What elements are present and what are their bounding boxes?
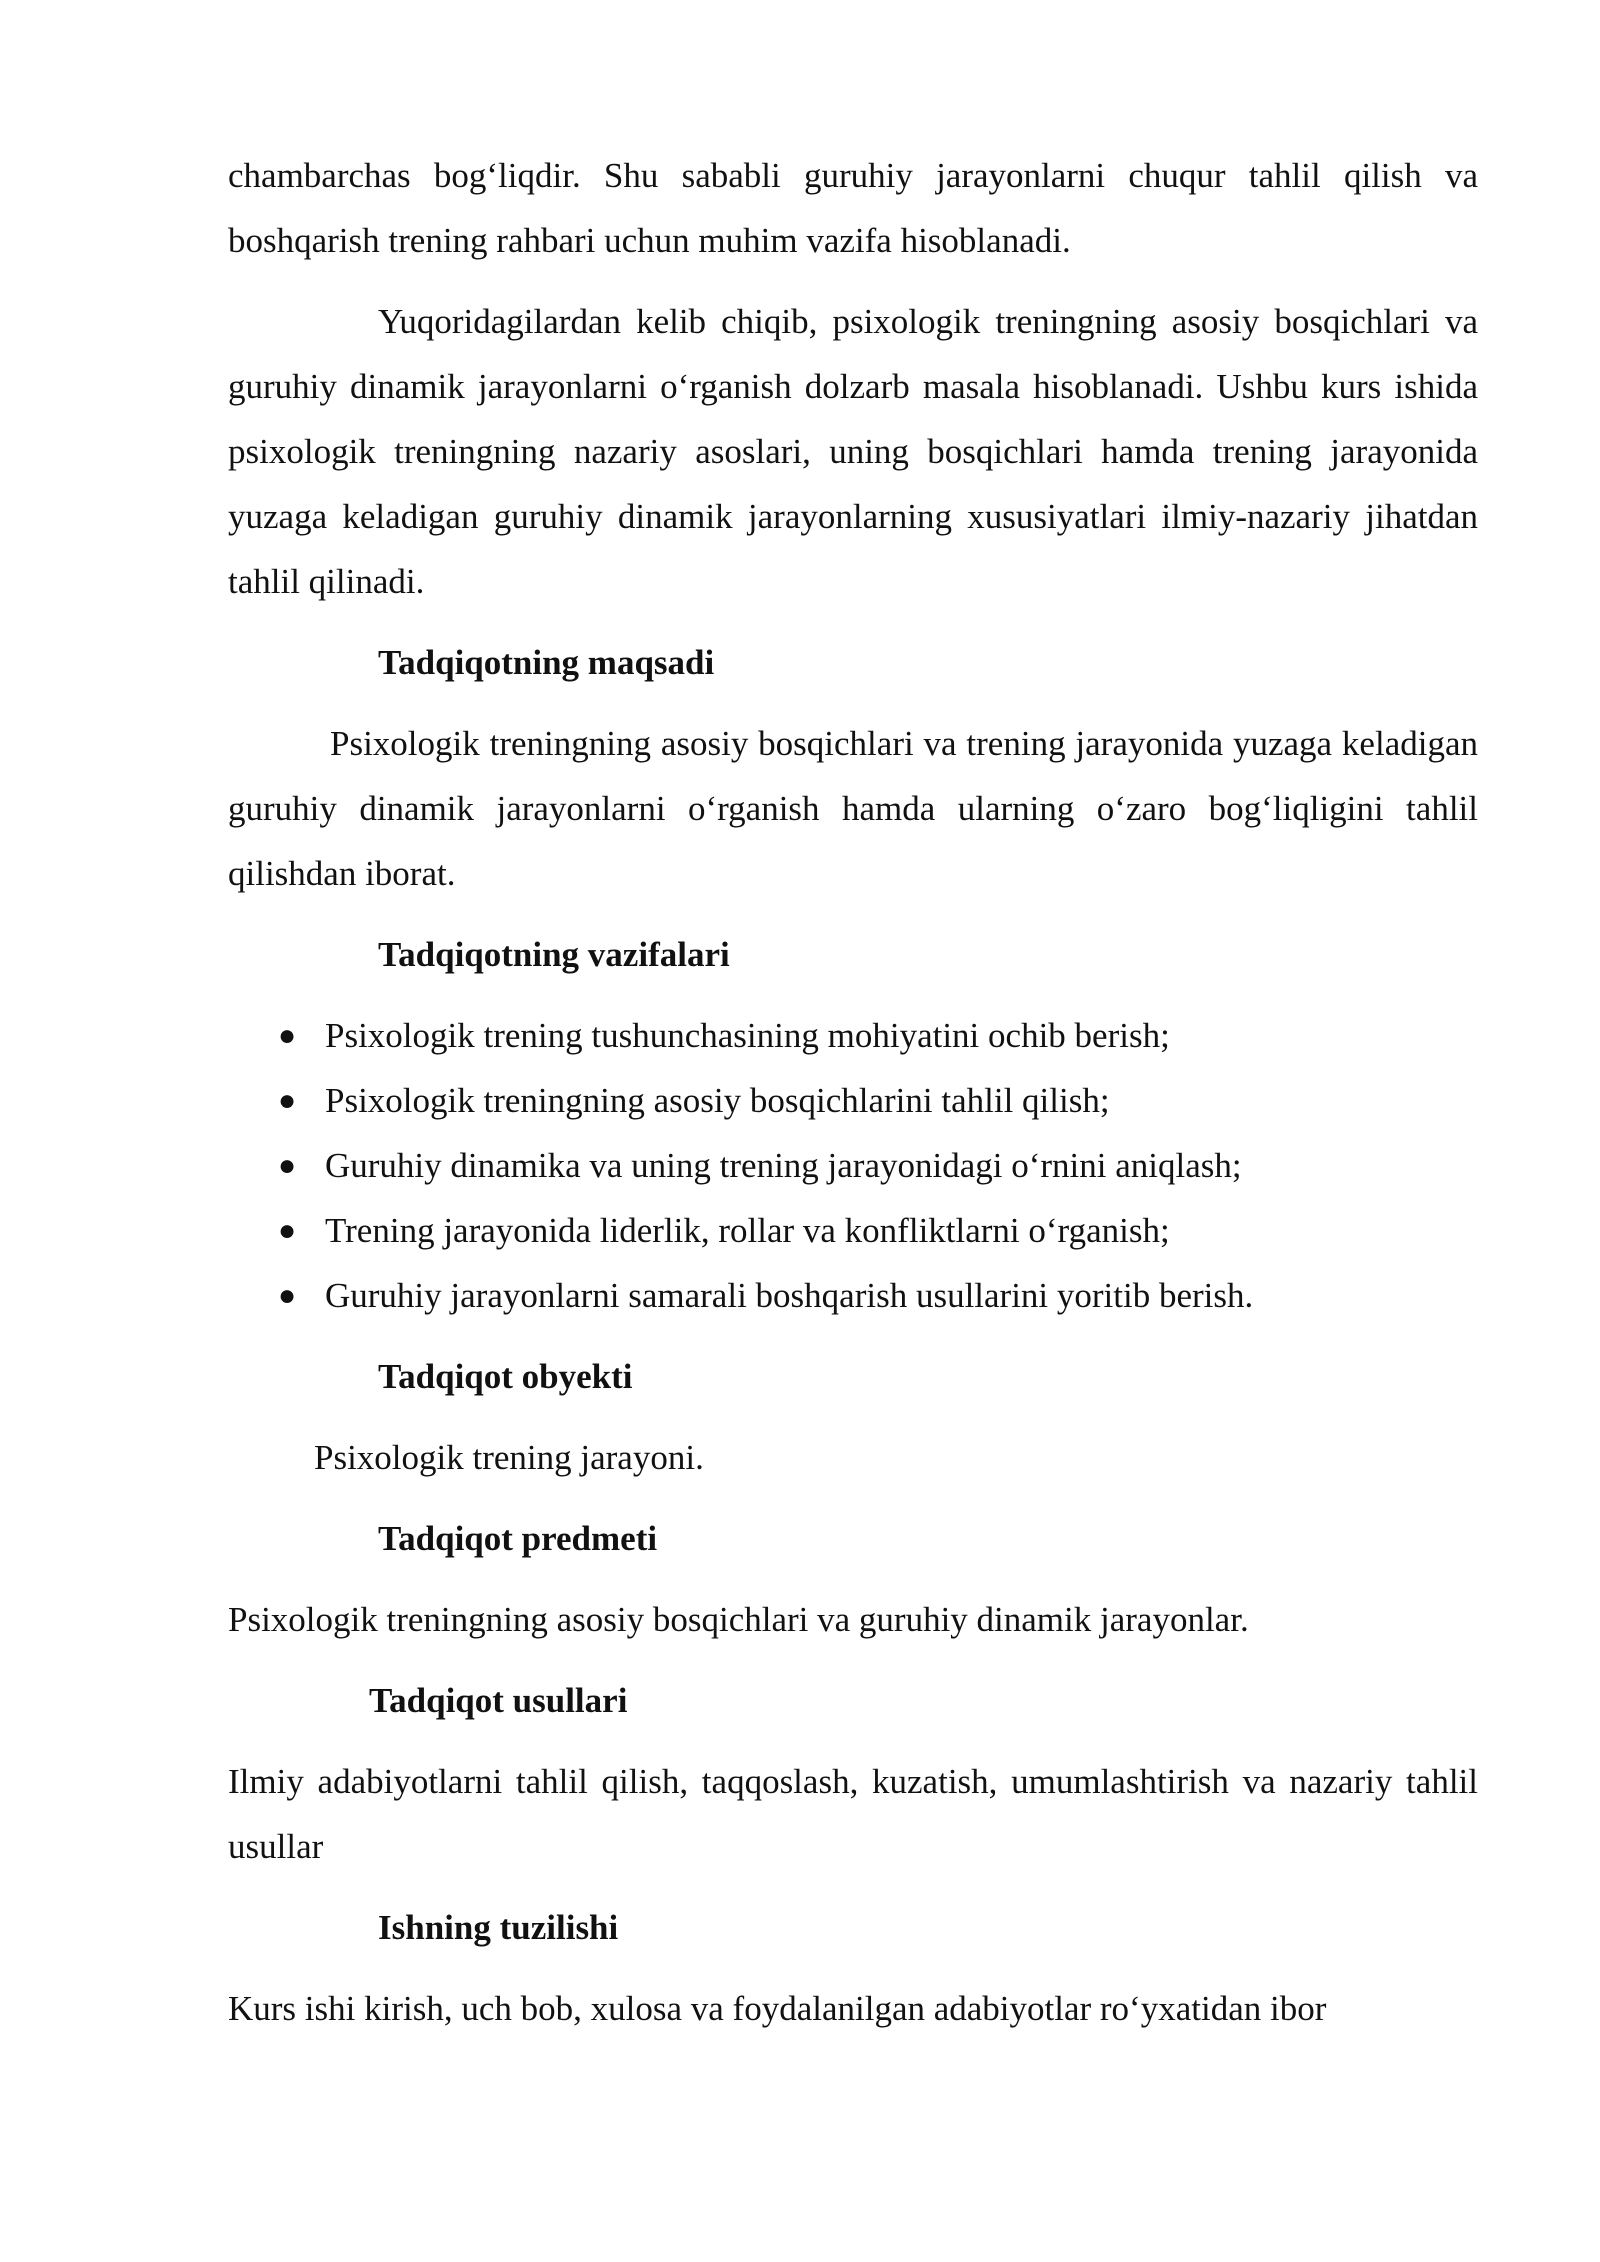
list-item-text: Psixologik treningning asosiy bosqichlarini tahlil qilish; — [325, 1081, 1110, 1120]
object-heading: Tadqiqot obyekti — [378, 1357, 633, 1396]
bullet-icon: ● — [278, 1149, 297, 1182]
goal-text: Psixologik treningning asosiy bosqichlari va trening jarayonida yuzaga keladigan guruhiy dinamik jarayonlarni o‘rganish hamda ularning o‘zaro bog‘liqligini tahlil qilishdan iborat. — [228, 724, 1478, 893]
list-item — [228, 1003, 1478, 1068]
structure-heading: Ishning tuzilishi — [378, 1908, 619, 1947]
tasks-list — [228, 1003, 1478, 1328]
list-item-text: Psixologik trening tushunchasining mohiyatini ochib berish; — [325, 1016, 1170, 1055]
bullet-icon: ● — [278, 1279, 297, 1312]
intro-paragraph: Yuqoridagilardan kelib chiqib, psixologik treningning asosiy bosqichlari va guruhiy dinamik jarayonlarni o‘rganish dolzarb masala hisoblanadi. Ushbu kurs ishida psixologik treningning nazariy asoslari, uning bosqichlari hamda trening jarayonida yuzaga keladigan guruhiy dinamik jarayonlarning xususiyatlari ilmiy-nazariy jihatdan tahlil qilinadi. — [228, 302, 1478, 601]
list-item-text: Guruhiy jarayonlarni samarali boshqarish usullarini yoritib berish. — [325, 1276, 1254, 1315]
list-item — [228, 1068, 1478, 1133]
list-item-text: Trening jarayonida liderlik, rollar va konfliktlarni o‘rganish; — [325, 1211, 1170, 1250]
tasks-heading: Tadqiqotning vazifalari — [378, 935, 730, 974]
bullet-icon: ● — [278, 1019, 297, 1052]
methods-text: Ilmiy adabiyotlarni tahlil qilish, taqqoslash, kuzatish, umumlashtirish va nazariy tahlil usullar — [228, 1762, 1478, 1866]
goal-heading: Tadqiqotning maqsadi — [378, 643, 715, 682]
bullet-icon: ● — [278, 1084, 297, 1117]
list-item-text: Guruhiy dinamika va uning trening jarayonidagi o‘rnini aniqlash; — [325, 1146, 1242, 1185]
object-text: Psixologik trening jarayoni. — [314, 1438, 704, 1477]
subject-heading: Tadqiqot predmeti — [378, 1519, 658, 1558]
document-page — [228, 143, 1478, 2041]
structure-text: Kurs ishi kirish, uch bob, xulosa va foydalanilgan adabiyotlar ro‘yxatidan ibor — [228, 1989, 1327, 2028]
list-item — [228, 1133, 1478, 1198]
subject-text: Psixologik treningning asosiy bosqichlari va guruhiy dinamik jarayonlar. — [228, 1600, 1249, 1639]
intro-paragraph-continued: chambarchas bog‘liqdir. Shu sababli guruhiy jarayonlarni chuqur tahlil qilish va boshqarish trening rahbari uchun muhim vazifa hisoblanadi. — [228, 156, 1478, 260]
methods-heading: Tadqiqot usullari — [369, 1681, 628, 1720]
bullet-icon: ● — [278, 1214, 297, 1247]
list-item — [228, 1263, 1478, 1328]
list-item — [228, 1198, 1478, 1263]
